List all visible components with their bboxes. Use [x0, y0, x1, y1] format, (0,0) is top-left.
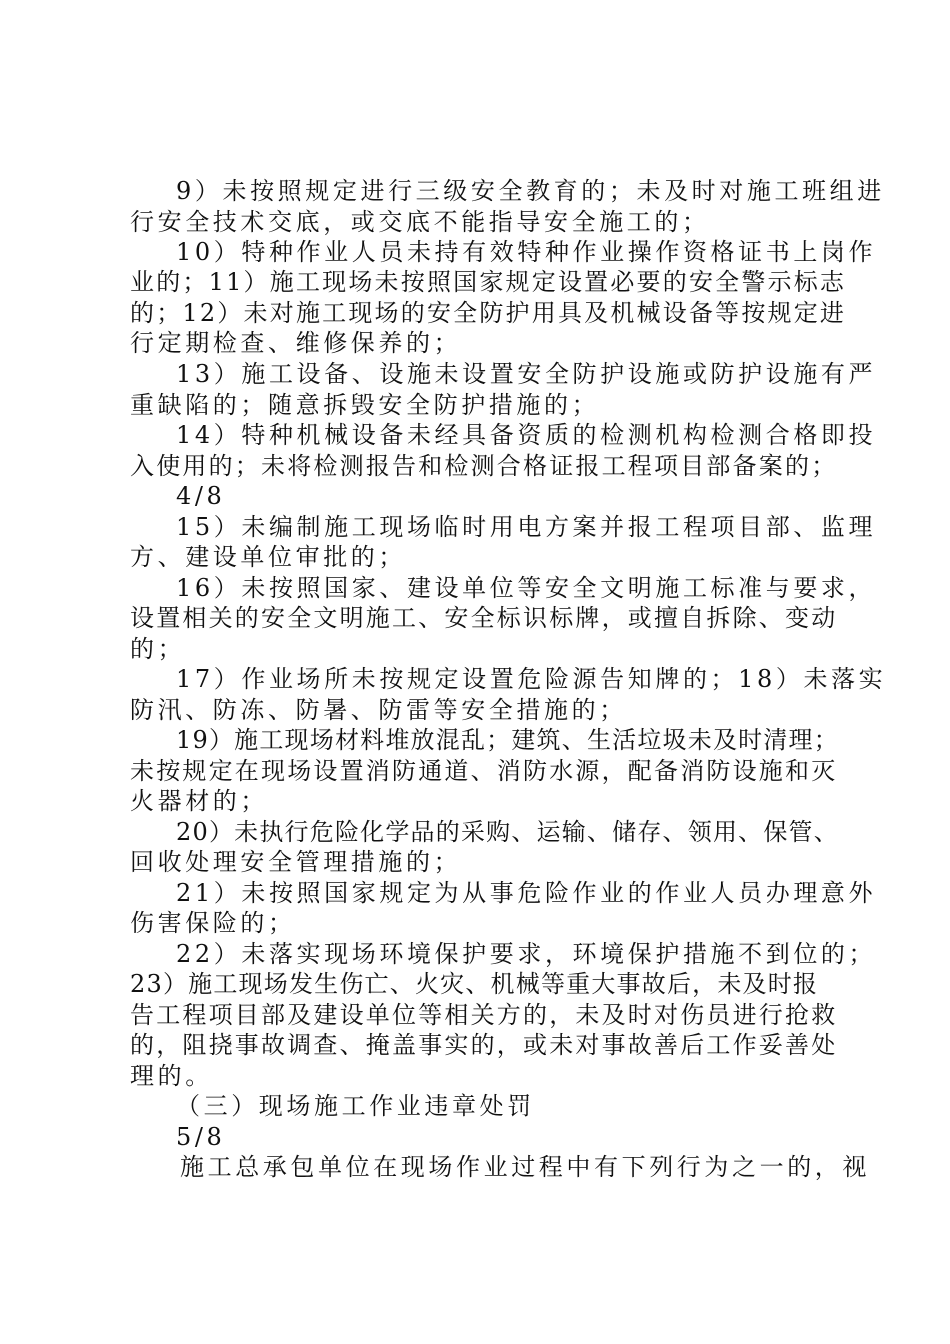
text-line: 行定期检查、维修保养的； [130, 329, 462, 357]
text-line: 9）未按照规定进行三级安全教育的；未及时对施工班组进 [176, 177, 885, 205]
text-line: 23）施工现场发生伤亡、火灾、机械等重大事故后，未及时报 [130, 970, 819, 998]
text-line: 回收处理安全管理措施的； [130, 848, 462, 876]
text-line: 15）未编制施工现场临时用电方案并报工程项目部、监理 [176, 513, 877, 541]
text-line: 理的。 [130, 1062, 213, 1090]
text-line: 22）未落实现场环境保护要求，环境保护措施不到位的； [176, 940, 877, 968]
text-line: 入使用的；未将检测报告和检测合格证报工程项目部备案的； [130, 452, 838, 480]
text-line: 伤害保险的； [130, 909, 296, 937]
text-line: 火器材的； [130, 787, 268, 815]
text-line: 重缺陷的；随意拆毁安全防护措施的； [130, 391, 600, 419]
text-line: 16）未按照国家、建设单位等安全文明施工标准与要求， [176, 574, 877, 602]
text-line: 的；12）未对施工现场的安全防护用具及机械设备等按规定进 [130, 299, 847, 327]
text-line: 的； [130, 635, 186, 663]
text-line: 21）未按照国家规定为从事危险作业的作业人员办理意外 [176, 879, 877, 907]
text-line: 方、建设单位审批的； [130, 543, 406, 571]
text-line: 设置相关的安全文明施工、安全标识标牌，或擅自拆除、变动 [130, 604, 838, 632]
text-line: 告工程项目部及建设单位等相关方的，未及时对伤员进行抢救 [130, 1001, 838, 1029]
text-line: 14）特种机械设备未经具备资质的检测机构检测合格即投 [176, 421, 877, 449]
text-line: 19）施工现场材料堆放混乱；建筑、生活垃圾未及时清理； [176, 726, 839, 754]
text-line: 未按规定在现场设置消防通道、消防水源，配备消防设施和灭 [130, 757, 838, 785]
text-line: 17）作业场所未按规定设置危险源告知牌的；18）未落实 [176, 665, 887, 693]
section-heading: （三）现场施工作业违章处罚 [176, 1092, 535, 1120]
page-number: 5/8 [176, 1123, 226, 1151]
text-line: 行安全技术交底，或交底不能指导安全施工的； [130, 208, 710, 236]
text-line: 10）特种作业人员未持有效特种作业操作资格证书上岗作 [176, 238, 877, 266]
text-line: 的，阻挠事故调查、掩盖事实的，或未对事故善后工作妥善处 [130, 1031, 838, 1059]
page-number: 4/8 [176, 482, 226, 510]
text-line: 防汛、防冻、防暑、防雷等安全措施的； [130, 696, 627, 724]
text-line: 20）未执行危险化学品的采购、运输、储存、领用、保管、 [176, 818, 839, 846]
text-line: 13）施工设备、设施未设置安全防护设施或防护设施有严 [176, 360, 877, 388]
text-line: 业的；11）施工现场未按照国家规定设置必要的安全警示标志 [130, 268, 847, 296]
text-line: 施工总承包单位在现场作业过程中有下列行为之一的，视 [180, 1153, 870, 1181]
